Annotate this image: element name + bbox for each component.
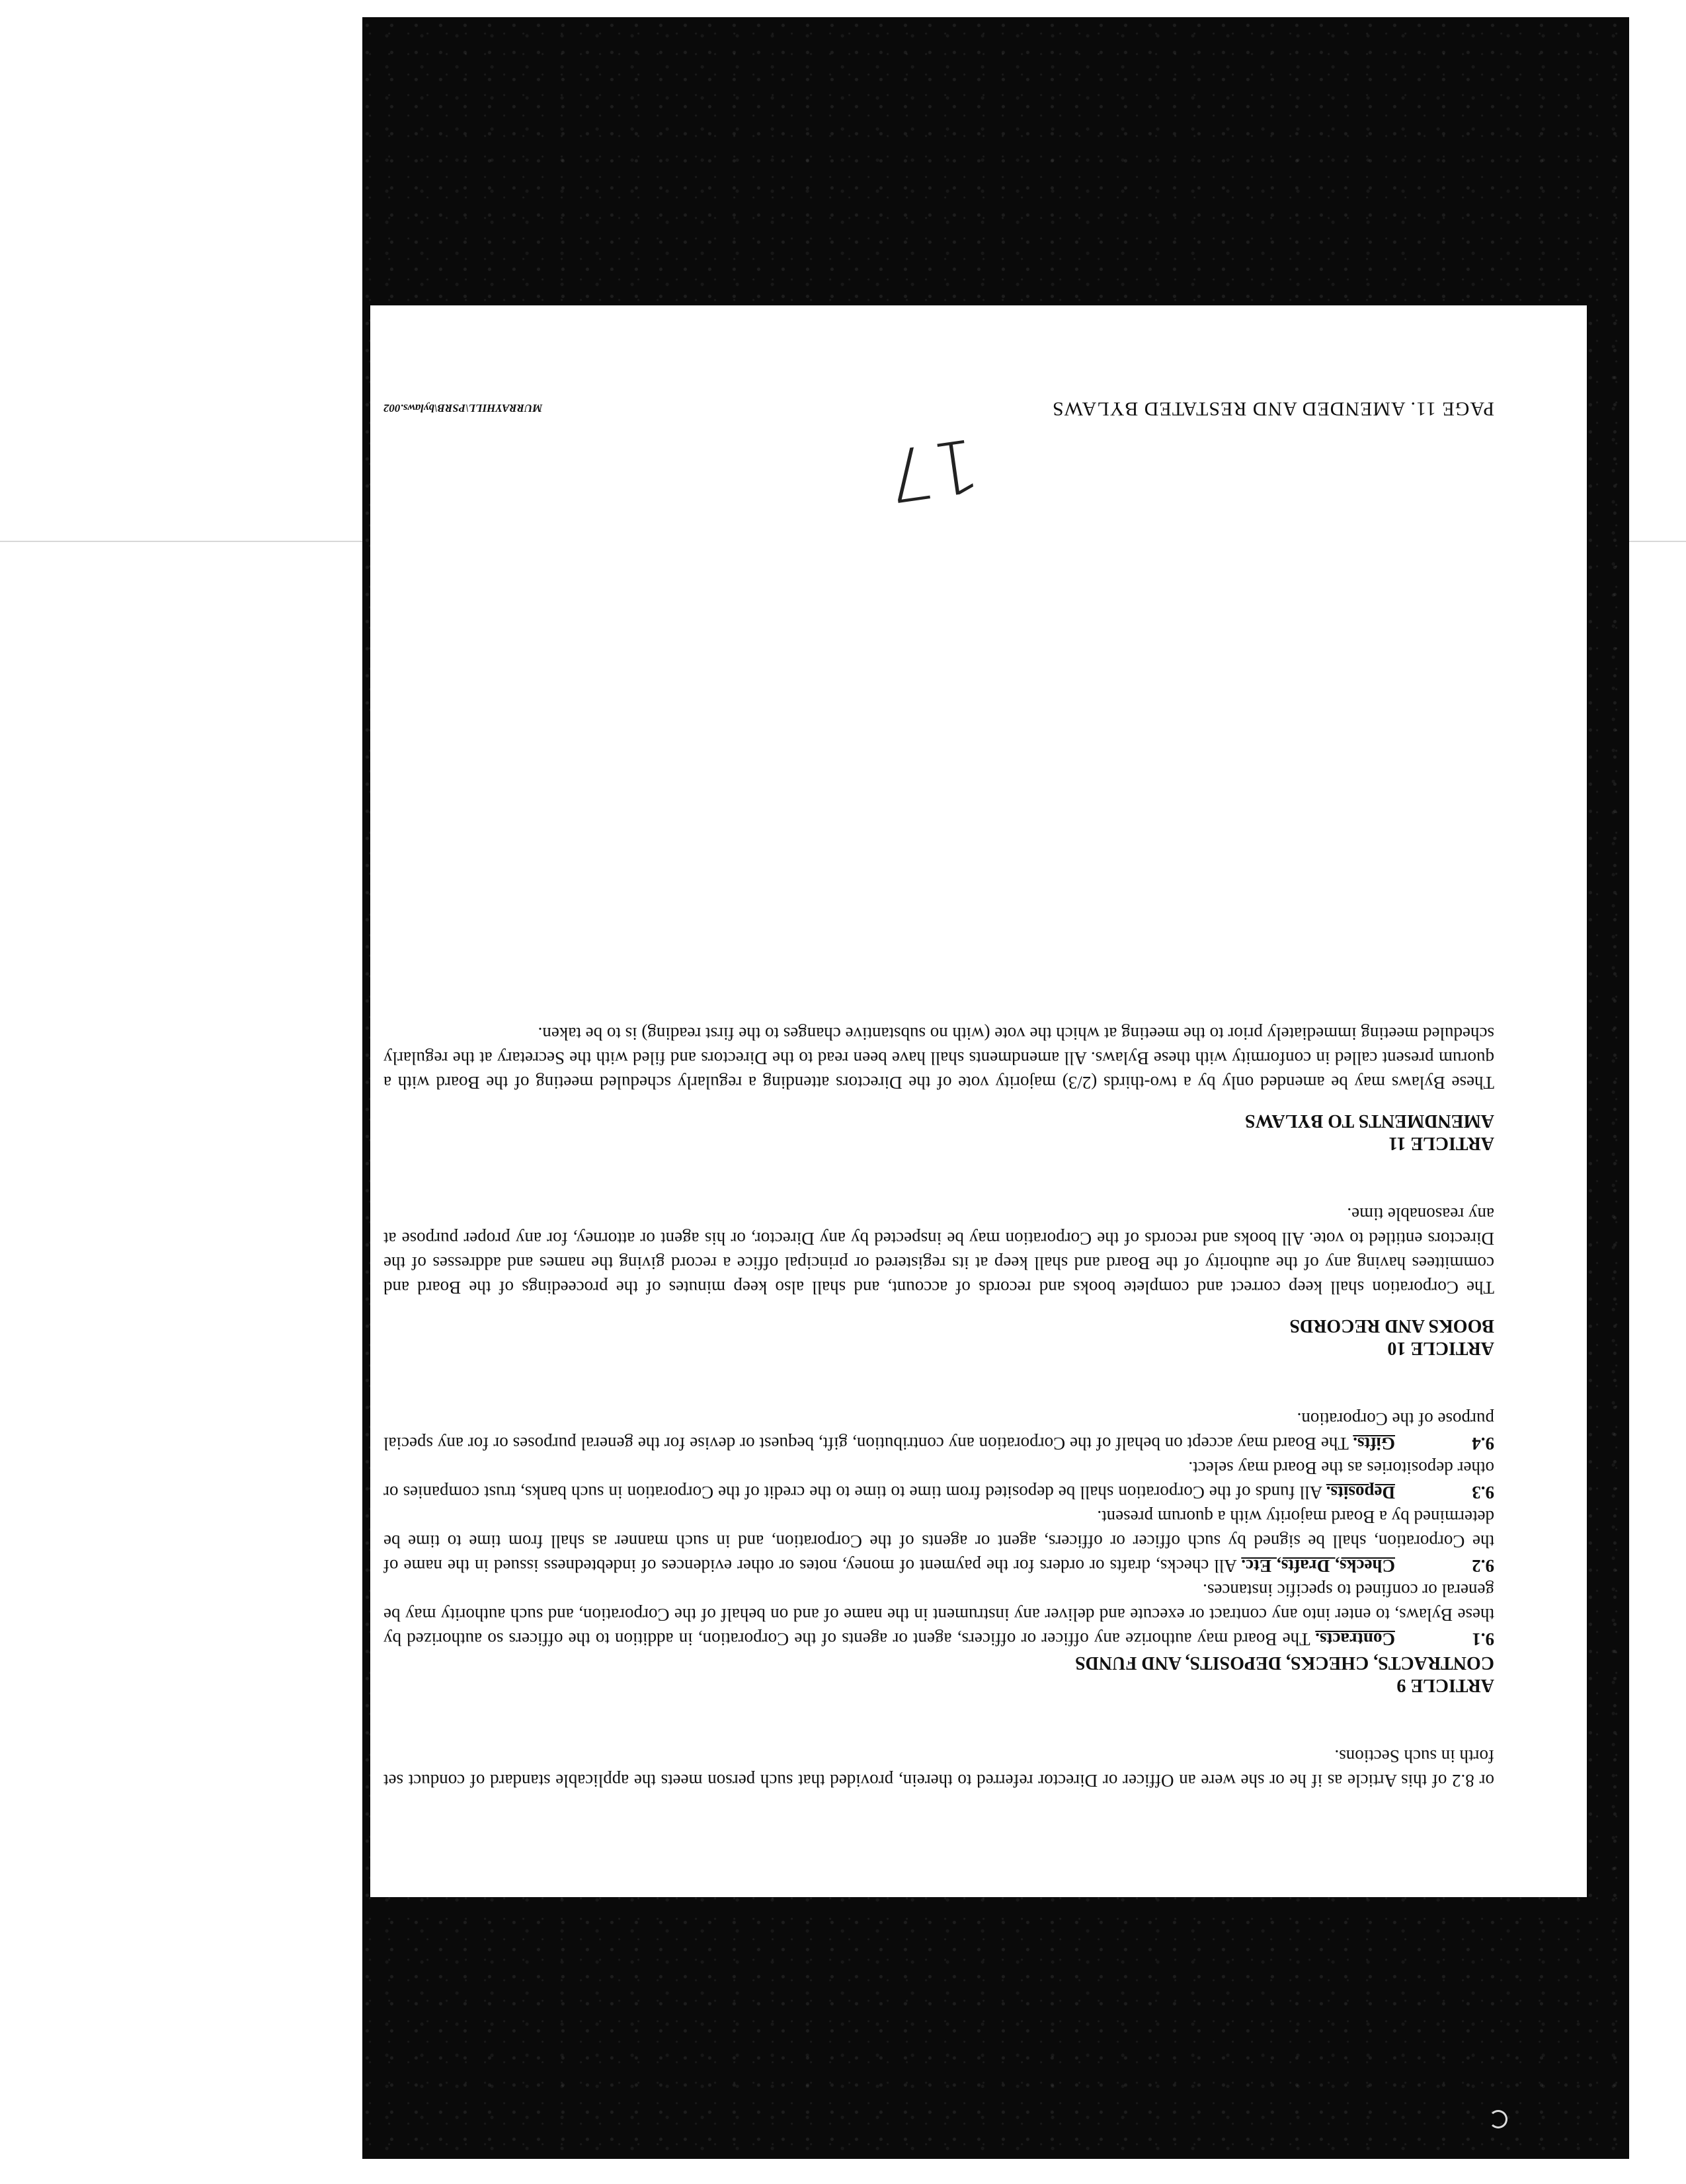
article-9-number: ARTICLE 9: [1396, 1675, 1494, 1696]
footer-title: PAGE 11. AMENDED AND RESTATED BYLAWS: [1051, 398, 1494, 420]
article-11-number: ARTICLE 11: [1388, 1133, 1494, 1153]
section-text: The Board may authorize any officer or officers, agent or agents of the Corporation, in addition to the officers so authorized by these Bylaws, to enter into any contract or execute and deliver any instrument in the name of and on behalf of the Corporation, and such authority may be general or confined to specific instances.: [383, 1580, 1494, 1649]
page-footer: [383, 380, 1494, 420]
continuation-paragraph: or 8.2 of this Article as if he or she were an Officer or Director referred to therein, provided that such person meets the applicable standard of conduct set forth in such Sections.: [383, 1746, 1494, 1791]
article-10-text: The Corporation shall keep correct and complete books and records of account, and shall also keep minutes of the proceedings of the Board and committees having any of the authority of the Board and shall keep at its registered or principal office a record giving the names and addresses of the Directors entitled to vote. All books and records of the Corporation may be inspected by any Director, or his agent or attorney, for any proper purpose at any reasonable time.: [383, 1204, 1494, 1298]
handwritten-page-number: 17: [880, 421, 984, 519]
document-sheet: [370, 305, 1587, 1897]
article-10-number: ARTICLE 10: [1387, 1338, 1494, 1358]
section-number: 9.2: [1472, 1556, 1494, 1576]
section-title: Checks, Drafts, Etc.: [1241, 1556, 1395, 1576]
footer-file-path: MURRAYHILL\PSRB\bylaws.002: [383, 402, 543, 414]
section-9-3: [383, 1456, 1494, 1504]
section-9-1: [383, 1578, 1494, 1651]
page-body: [383, 1021, 1494, 1793]
section-text: All checks, drafts or orders for the payment of money, notes or other evidences of indebtedness issued in the name of the Corporation, shall be signed by such officer or officers, agent or agents of the Corporation, and in such manner as shall from time to time be determined by a Board majority with a quorum present.: [383, 1507, 1494, 1576]
article-11-title: AMENDMENTS TO BYLAWS: [1244, 1111, 1494, 1131]
article-11-text: These Bylaws may be amended only by a two-thirds (2/3) majority vote of the Directors attending a regularly scheduled meeting of the Board with a quorum present called in conformity with these Bylaws. All amendments shall have been read to the Directors and filed with the Secretary at the regularly scheduled meeting immediately prior to the meeting at which the vote (with no substantive changes to the first reading) is to be taken.: [383, 1024, 1494, 1093]
section-number: 9.1: [1472, 1629, 1494, 1649]
article-10-title: BOOKS AND RECORDS: [1289, 1315, 1494, 1336]
rotated-page: [370, 305, 1587, 1897]
section-text: All funds of the Corporation shall be deposited from time to time to the credit of the Corporation in such banks, trust companies or other depositories as the Board may select.: [383, 1458, 1494, 1502]
section-title: Deposits.: [1326, 1483, 1395, 1502]
section-text: The Board may accept on behalf of the Corporation any contribution, gift, bequest or devise for the general purposes or for any special purpose of the Corporation.: [383, 1409, 1494, 1454]
section-title: Contracts.: [1315, 1629, 1395, 1649]
section-number: 9.3: [1472, 1483, 1494, 1502]
section-9-2: [383, 1504, 1494, 1578]
section-title: Gifts.: [1353, 1434, 1395, 1454]
article-9-title: CONTRACTS, CHECKS, DEPOSITS, AND FUNDS: [1074, 1653, 1494, 1673]
section-9-4: [383, 1407, 1494, 1456]
section-number: 9.4: [1472, 1434, 1494, 1454]
scanner-corner-mark: [1489, 2110, 1507, 2128]
